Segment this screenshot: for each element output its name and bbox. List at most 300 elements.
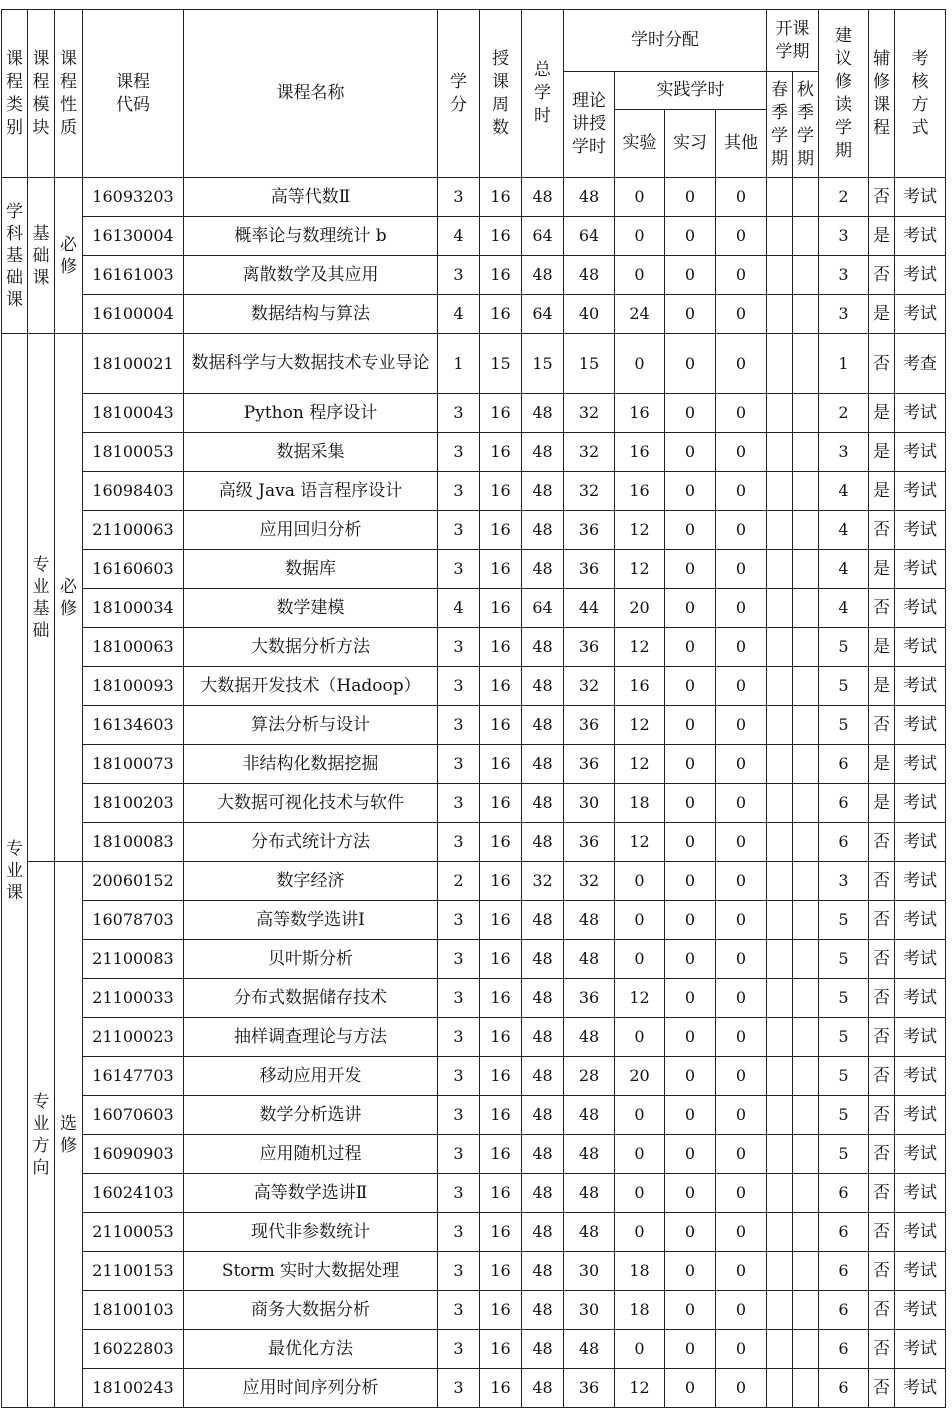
autumn-term — [793, 979, 819, 1018]
table-row — [2, 706, 946, 745]
autumn-term — [793, 1291, 819, 1330]
autumn-term — [793, 589, 819, 628]
total-hours: 48 — [522, 1174, 564, 1213]
weeks: 16 — [480, 667, 522, 706]
internship-hours: 0 — [665, 784, 716, 823]
autumn-term — [793, 784, 819, 823]
table-row — [2, 862, 946, 901]
credit: 3 — [438, 472, 480, 511]
experiment-hours: 0 — [615, 178, 665, 217]
exam-type: 考试 — [895, 433, 946, 472]
table-row — [2, 1057, 946, 1096]
minor-flag: 是 — [869, 550, 895, 589]
exam-type: 考试 — [895, 217, 946, 256]
credit: 3 — [438, 433, 480, 472]
suggested-term: 6 — [819, 1174, 869, 1213]
experiment-hours: 12 — [615, 706, 665, 745]
total-hours: 15 — [522, 334, 564, 394]
weeks: 16 — [480, 295, 522, 334]
nature-cell-3: 选修 — [55, 862, 83, 1408]
other-hours: 0 — [716, 334, 767, 394]
autumn-term — [793, 1135, 819, 1174]
course-code: 18100083 — [83, 823, 184, 862]
course-code: 18100034 — [83, 589, 184, 628]
spring-term — [767, 1135, 793, 1174]
theory-hours: 36 — [564, 628, 615, 667]
suggested-term: 1 — [819, 334, 869, 394]
course-code: 20060152 — [83, 862, 184, 901]
other-hours: 0 — [716, 1252, 767, 1291]
weeks: 16 — [480, 1369, 522, 1408]
experiment-hours: 12 — [615, 979, 665, 1018]
course-name: 概率论与数理统计 b — [184, 217, 438, 256]
total-hours: 64 — [522, 589, 564, 628]
spring-term — [767, 901, 793, 940]
course-name: 大数据分析方法 — [184, 628, 438, 667]
exam-type: 考试 — [895, 256, 946, 295]
theory-hours: 36 — [564, 550, 615, 589]
other-hours: 0 — [716, 901, 767, 940]
other-hours: 0 — [716, 1135, 767, 1174]
credit: 3 — [438, 1018, 480, 1057]
minor-flag: 否 — [869, 334, 895, 394]
total-hours: 48 — [522, 979, 564, 1018]
credit: 4 — [438, 295, 480, 334]
weeks: 16 — [480, 1057, 522, 1096]
course-name: 数字经济 — [184, 862, 438, 901]
theory-hours: 36 — [564, 706, 615, 745]
course-name: 非结构化数据挖掘 — [184, 745, 438, 784]
autumn-term — [793, 1252, 819, 1291]
other-hours: 0 — [716, 706, 767, 745]
spring-term — [767, 589, 793, 628]
credit: 3 — [438, 667, 480, 706]
experiment-hours: 0 — [615, 334, 665, 394]
internship-hours: 0 — [665, 940, 716, 979]
course-code: 16024103 — [83, 1174, 184, 1213]
header-spring: 春季学期 — [767, 72, 793, 178]
credit: 3 — [438, 901, 480, 940]
autumn-term — [793, 472, 819, 511]
minor-flag: 是 — [869, 667, 895, 706]
course-code: 16130004 — [83, 217, 184, 256]
credit: 3 — [438, 1213, 480, 1252]
exam-type: 考试 — [895, 706, 946, 745]
spring-term — [767, 628, 793, 667]
course-code: 18100043 — [83, 394, 184, 433]
table-row — [2, 511, 946, 550]
total-hours: 48 — [522, 256, 564, 295]
minor-flag: 是 — [869, 472, 895, 511]
nature-cell-1: 必修 — [55, 178, 83, 334]
minor-flag: 否 — [869, 511, 895, 550]
course-name: 高等数学选讲Ⅰ — [184, 901, 438, 940]
header-weeks: 授课周数 — [480, 10, 522, 178]
autumn-term — [793, 628, 819, 667]
exam-type: 考试 — [895, 295, 946, 334]
exam-type: 考试 — [895, 1252, 946, 1291]
other-hours: 0 — [716, 1213, 767, 1252]
internship-hours: 0 — [665, 628, 716, 667]
experiment-hours: 12 — [615, 550, 665, 589]
total-hours: 48 — [522, 901, 564, 940]
course-code: 18100103 — [83, 1291, 184, 1330]
other-hours: 0 — [716, 1330, 767, 1369]
autumn-term — [793, 667, 819, 706]
total-hours: 48 — [522, 628, 564, 667]
experiment-hours: 0 — [615, 1330, 665, 1369]
total-hours: 48 — [522, 667, 564, 706]
header-open-term: 开课学期 — [767, 10, 819, 72]
module-cell-3: 专业方向 — [28, 862, 55, 1408]
weeks: 16 — [480, 1174, 522, 1213]
internship-hours: 0 — [665, 550, 716, 589]
minor-flag: 否 — [869, 706, 895, 745]
minor-flag: 否 — [869, 256, 895, 295]
suggested-term: 4 — [819, 550, 869, 589]
suggested-term: 6 — [819, 823, 869, 862]
internship-hours: 0 — [665, 1057, 716, 1096]
table-row — [2, 433, 946, 472]
theory-hours: 15 — [564, 334, 615, 394]
exam-type: 考试 — [895, 589, 946, 628]
suggested-term: 5 — [819, 979, 869, 1018]
autumn-term — [793, 745, 819, 784]
theory-hours: 48 — [564, 1174, 615, 1213]
table-row — [2, 1252, 946, 1291]
internship-hours: 0 — [665, 1291, 716, 1330]
autumn-term — [793, 1174, 819, 1213]
spring-term — [767, 1330, 793, 1369]
credit: 3 — [438, 940, 480, 979]
spring-term — [767, 784, 793, 823]
weeks: 16 — [480, 1291, 522, 1330]
minor-flag: 否 — [869, 1291, 895, 1330]
course-code: 18100063 — [83, 628, 184, 667]
internship-hours: 0 — [665, 295, 716, 334]
total-hours: 48 — [522, 1135, 564, 1174]
internship-hours: 0 — [665, 589, 716, 628]
exam-type: 考试 — [895, 1018, 946, 1057]
other-hours: 0 — [716, 217, 767, 256]
header-autumn: 秋季学期 — [793, 72, 819, 178]
spring-term — [767, 940, 793, 979]
spring-term — [767, 1213, 793, 1252]
experiment-hours: 0 — [615, 1213, 665, 1252]
weeks: 16 — [480, 589, 522, 628]
spring-term — [767, 823, 793, 862]
suggested-term: 3 — [819, 433, 869, 472]
header-hours-alloc: 学时分配 — [564, 10, 767, 72]
theory-hours: 48 — [564, 256, 615, 295]
header-nature: 课程性质 — [55, 10, 83, 178]
other-hours: 0 — [716, 979, 767, 1018]
theory-hours: 36 — [564, 1369, 615, 1408]
experiment-hours: 12 — [615, 745, 665, 784]
credit: 3 — [438, 1330, 480, 1369]
course-name: 分布式统计方法 — [184, 823, 438, 862]
credit: 4 — [438, 217, 480, 256]
experiment-hours: 12 — [615, 511, 665, 550]
other-hours: 0 — [716, 745, 767, 784]
minor-flag: 否 — [869, 1369, 895, 1408]
minor-flag: 是 — [869, 745, 895, 784]
table-row — [2, 901, 946, 940]
nature-cell-2: 必修 — [55, 334, 83, 862]
spring-term — [767, 217, 793, 256]
table-row — [2, 1018, 946, 1057]
suggested-term: 5 — [819, 1057, 869, 1096]
weeks: 16 — [480, 256, 522, 295]
course-name: 高等数学选讲Ⅱ — [184, 1174, 438, 1213]
exam-type: 考试 — [895, 1330, 946, 1369]
internship-hours: 0 — [665, 178, 716, 217]
internship-hours: 0 — [665, 1213, 716, 1252]
other-hours: 0 — [716, 511, 767, 550]
other-hours: 0 — [716, 1057, 767, 1096]
total-hours: 48 — [522, 784, 564, 823]
exam-type: 考试 — [895, 550, 946, 589]
suggested-term: 5 — [819, 940, 869, 979]
internship-hours: 0 — [665, 1096, 716, 1135]
course-code: 18100053 — [83, 433, 184, 472]
course-code: 18100203 — [83, 784, 184, 823]
experiment-hours: 0 — [615, 256, 665, 295]
suggested-term: 5 — [819, 706, 869, 745]
autumn-term — [793, 178, 819, 217]
spring-term — [767, 334, 793, 394]
table-row — [2, 1174, 946, 1213]
other-hours: 0 — [716, 589, 767, 628]
other-hours: 0 — [716, 295, 767, 334]
internship-hours: 0 — [665, 667, 716, 706]
credit: 3 — [438, 1291, 480, 1330]
header-other: 其他 — [716, 110, 767, 178]
experiment-hours: 18 — [615, 1252, 665, 1291]
experiment-hours: 16 — [615, 433, 665, 472]
internship-hours: 0 — [665, 472, 716, 511]
autumn-term — [793, 901, 819, 940]
table-row — [2, 784, 946, 823]
exam-type: 考试 — [895, 511, 946, 550]
course-code: 16090903 — [83, 1135, 184, 1174]
internship-hours: 0 — [665, 901, 716, 940]
minor-flag: 否 — [869, 1018, 895, 1057]
internship-hours: 0 — [665, 862, 716, 901]
suggested-term: 4 — [819, 511, 869, 550]
header-theory: 理论讲授学时 — [564, 72, 615, 178]
exam-type: 考试 — [895, 1096, 946, 1135]
experiment-hours: 0 — [615, 1135, 665, 1174]
other-hours: 0 — [716, 628, 767, 667]
minor-flag: 否 — [869, 901, 895, 940]
total-hours: 32 — [522, 862, 564, 901]
table-row — [2, 589, 946, 628]
header-internship: 实习 — [665, 110, 716, 178]
autumn-term — [793, 394, 819, 433]
exam-type: 考试 — [895, 667, 946, 706]
table-row — [2, 550, 946, 589]
autumn-term — [793, 1213, 819, 1252]
course-code: 18100021 — [83, 334, 184, 394]
other-hours: 0 — [716, 1018, 767, 1057]
weeks: 16 — [480, 1213, 522, 1252]
spring-term — [767, 1174, 793, 1213]
weeks: 16 — [480, 433, 522, 472]
course-name: Python 程序设计 — [184, 394, 438, 433]
internship-hours: 0 — [665, 394, 716, 433]
table-row — [2, 1135, 946, 1174]
module-cell-1: 基础课 — [28, 178, 55, 334]
internship-hours: 0 — [665, 433, 716, 472]
course-name: 大数据开发技术（Hadoop） — [184, 667, 438, 706]
table-row — [2, 334, 946, 394]
suggested-term: 2 — [819, 178, 869, 217]
total-hours: 48 — [522, 394, 564, 433]
autumn-term — [793, 823, 819, 862]
theory-hours: 32 — [564, 667, 615, 706]
theory-hours: 48 — [564, 1135, 615, 1174]
header-exam-type: 考核方式 — [895, 10, 946, 178]
header-minor: 辅修课程 — [869, 10, 895, 178]
total-hours: 48 — [522, 472, 564, 511]
course-code: 18100243 — [83, 1369, 184, 1408]
autumn-term — [793, 1096, 819, 1135]
internship-hours: 0 — [665, 1252, 716, 1291]
suggested-term: 3 — [819, 256, 869, 295]
header-name: 课程名称 — [184, 10, 438, 178]
theory-hours: 30 — [564, 1252, 615, 1291]
course-name: 数据科学与大数据技术专业导论 — [184, 334, 438, 394]
weeks: 16 — [480, 823, 522, 862]
table-row — [2, 745, 946, 784]
autumn-term — [793, 1369, 819, 1408]
suggested-term: 3 — [819, 862, 869, 901]
course-code: 16093203 — [83, 178, 184, 217]
table-row — [2, 1330, 946, 1369]
table-row — [2, 1291, 946, 1330]
autumn-term — [793, 217, 819, 256]
exam-type: 考试 — [895, 745, 946, 784]
minor-flag: 是 — [869, 394, 895, 433]
theory-hours: 36 — [564, 979, 615, 1018]
autumn-term — [793, 706, 819, 745]
course-name: 应用回归分析 — [184, 511, 438, 550]
course-code: 21100063 — [83, 511, 184, 550]
spring-term — [767, 511, 793, 550]
exam-type: 考试 — [895, 784, 946, 823]
course-name: 最优化方法 — [184, 1330, 438, 1369]
theory-hours: 32 — [564, 472, 615, 511]
autumn-term — [793, 295, 819, 334]
course-code: 16070603 — [83, 1096, 184, 1135]
other-hours: 0 — [716, 472, 767, 511]
spring-term — [767, 1018, 793, 1057]
spring-term — [767, 178, 793, 217]
autumn-term — [793, 433, 819, 472]
experiment-hours: 12 — [615, 628, 665, 667]
course-name: 应用随机过程 — [184, 1135, 438, 1174]
table-body — [2, 178, 946, 1408]
spring-term — [767, 1369, 793, 1408]
exam-type: 考试 — [895, 1213, 946, 1252]
spring-term — [767, 550, 793, 589]
minor-flag: 是 — [869, 628, 895, 667]
minor-flag: 否 — [869, 1330, 895, 1369]
suggested-term: 5 — [819, 1135, 869, 1174]
theory-hours: 48 — [564, 940, 615, 979]
spring-term — [767, 1252, 793, 1291]
experiment-hours: 16 — [615, 394, 665, 433]
experiment-hours: 20 — [615, 589, 665, 628]
suggested-term: 5 — [819, 667, 869, 706]
course-name: 离散数学及其应用 — [184, 256, 438, 295]
autumn-term — [793, 1330, 819, 1369]
exam-type: 考试 — [895, 1135, 946, 1174]
suggested-term: 5 — [819, 901, 869, 940]
credit: 3 — [438, 178, 480, 217]
weeks: 16 — [480, 550, 522, 589]
suggested-term: 5 — [819, 1096, 869, 1135]
theory-hours: 48 — [564, 1213, 615, 1252]
spring-term — [767, 295, 793, 334]
minor-flag: 否 — [869, 1096, 895, 1135]
credit: 3 — [438, 823, 480, 862]
internship-hours: 0 — [665, 256, 716, 295]
experiment-hours: 0 — [615, 217, 665, 256]
theory-hours: 48 — [564, 901, 615, 940]
course-name: 抽样调查理论与方法 — [184, 1018, 438, 1057]
course-code: 16022803 — [83, 1330, 184, 1369]
theory-hours: 48 — [564, 1096, 615, 1135]
suggested-term: 5 — [819, 628, 869, 667]
header-total-hours: 总学时 — [522, 10, 564, 178]
experiment-hours: 0 — [615, 1174, 665, 1213]
minor-flag: 是 — [869, 217, 895, 256]
course-name: 分布式数据储存技术 — [184, 979, 438, 1018]
course-code: 16161003 — [83, 256, 184, 295]
minor-flag: 是 — [869, 433, 895, 472]
other-hours: 0 — [716, 1174, 767, 1213]
theory-hours: 48 — [564, 1018, 615, 1057]
internship-hours: 0 — [665, 1369, 716, 1408]
experiment-hours: 0 — [615, 940, 665, 979]
course-code: 21100053 — [83, 1213, 184, 1252]
spring-term — [767, 979, 793, 1018]
theory-hours: 40 — [564, 295, 615, 334]
theory-hours: 36 — [564, 823, 615, 862]
table-row — [2, 217, 946, 256]
other-hours: 0 — [716, 784, 767, 823]
suggested-term: 6 — [819, 1291, 869, 1330]
weeks: 16 — [480, 784, 522, 823]
course-code: 16078703 — [83, 901, 184, 940]
exam-type: 考试 — [895, 979, 946, 1018]
course-name: 数据采集 — [184, 433, 438, 472]
table-row — [2, 979, 946, 1018]
weeks: 16 — [480, 1252, 522, 1291]
internship-hours: 0 — [665, 217, 716, 256]
table-row — [2, 256, 946, 295]
exam-type: 考试 — [895, 178, 946, 217]
experiment-hours: 0 — [615, 1018, 665, 1057]
module-cell-2: 专业基础 — [28, 334, 55, 862]
suggested-term: 6 — [819, 1213, 869, 1252]
category-cell-1: 学科基础课 — [2, 178, 28, 334]
credit: 3 — [438, 511, 480, 550]
experiment-hours: 0 — [615, 901, 665, 940]
experiment-hours: 0 — [615, 862, 665, 901]
